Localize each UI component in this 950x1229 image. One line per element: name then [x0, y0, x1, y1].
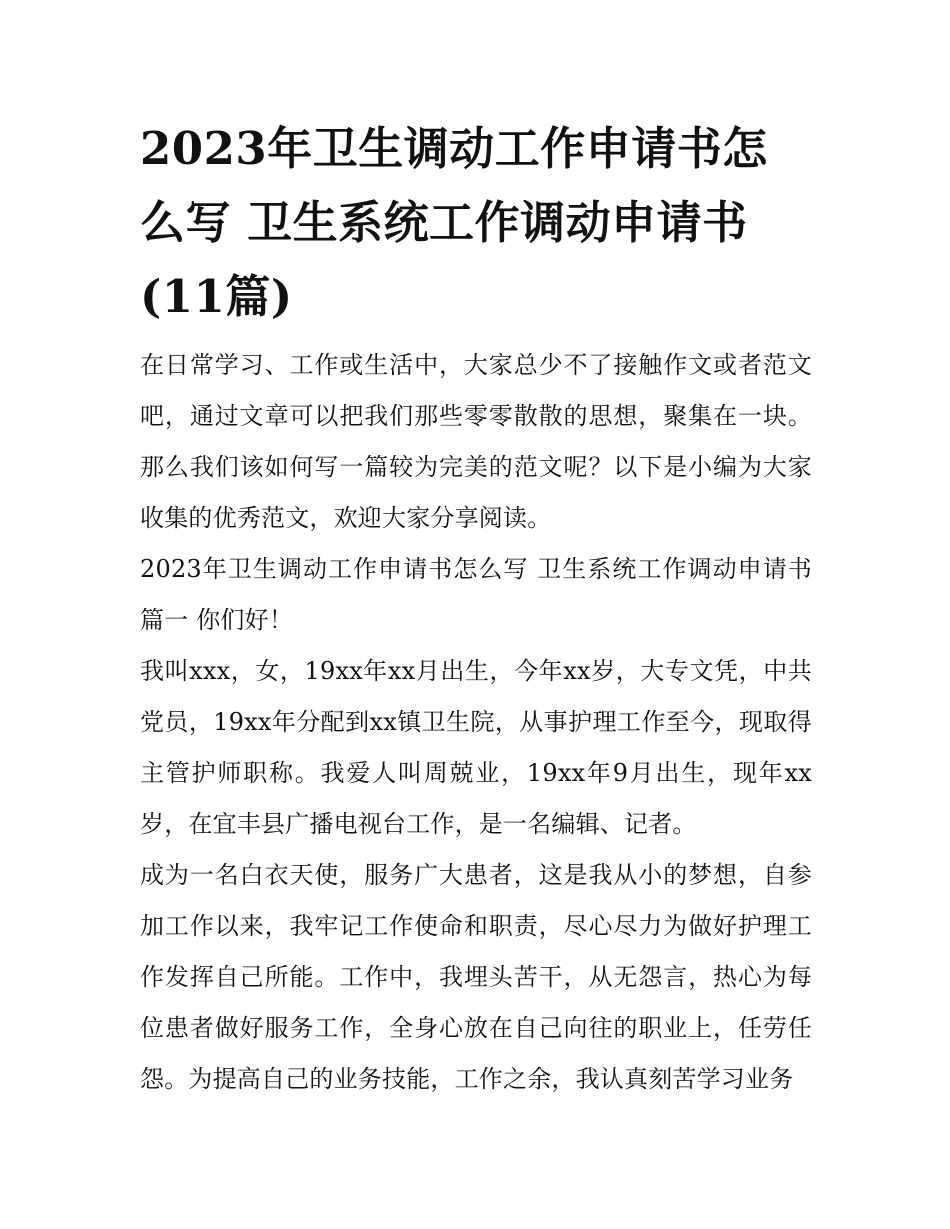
document-title: 2023年卫生调动工作申请书怎么写 卫生系统工作调动申请书(11篇) — [140, 122, 768, 323]
paragraph-heading: 2023年卫生调动工作申请书怎么写 卫生系统工作调动申请书篇一 你们好！ — [140, 555, 812, 634]
paragraph-self-intro: 我叫xxx，女，19xx年xx月出生，今年xx岁，大专文凭，中共党员，19xx年分配到xx镇卫生院，从事护理工作至今，现取得主管护师职称。我爱人叫周兢业，19xx年9月出生，现年xx岁，在宜丰县广播电视台工作，是一名编辑、记者。 — [140, 657, 812, 838]
paragraph-intro: 在日常学习、工作或生活中，大家总少不了接触作文或者范文吧，通过文章可以把我们那些零零散散的思想，聚集在一块。那么我们该如何写一篇较为完美的范文呢？以下是小编为大家收集的优秀范文，欢迎大家分享阅读。 — [140, 351, 812, 532]
document-page — [140, 112, 812, 1105]
paragraph-work-experience: 成为一名白衣天使，服务广大患者，这是我从小的梦想，自参加工作以来，我牢记工作使命和职责，尽心尽力为做好护理工作发挥自己所能。工作中，我埋头苦干，从无怨言，热心为每位患者做好服务工作，全身心放在自己向往的职业上，任劳任怨。为提高自己的业务技能，工作之余，我认真刻苦学习业务 — [140, 861, 812, 1093]
